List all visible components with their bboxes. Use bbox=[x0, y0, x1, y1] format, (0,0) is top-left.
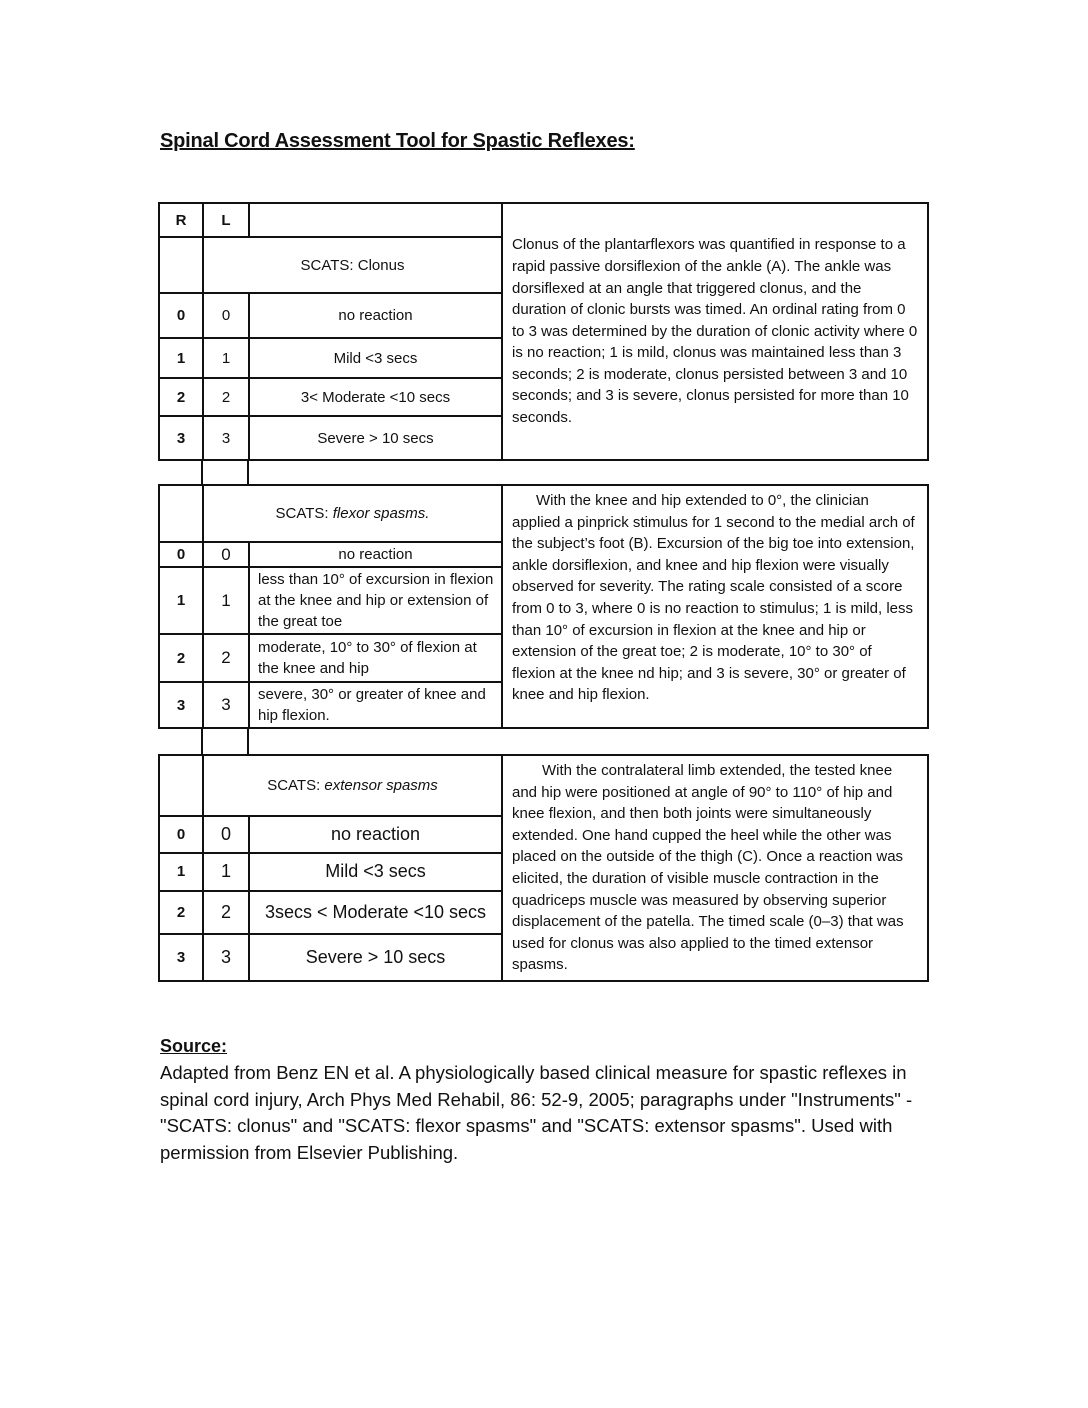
extensor-description bbox=[502, 755, 928, 981]
clonus-score-r: 3 bbox=[159, 416, 203, 460]
flexor-score-r: 0 bbox=[159, 542, 203, 567]
flexor-description-text: With the knee and hip extended to 0°, the clinician applied a pinprick stimulus for 1 second to the medial arch of the subject’s foot (B). Excursion of the big toe into extension, ankle dorsiflexion, and knee and hip flexion were visually observed for severity. The rating scale consisted of a score from 0 to 3, where 0 is no reaction to stimulus; 1 is mild, less than 10° of excursion in flexion at the knee and hip or extension of the great toe; 2 is moderate, 10° to 30° of flexion at the knee nd hip; and 3 is severe, 30° or greater of knee and hip flexion. bbox=[512, 492, 915, 704]
flexor-score-r: 3 bbox=[159, 682, 203, 728]
flexor-score-l: 3 bbox=[203, 682, 249, 728]
column-connector bbox=[201, 729, 249, 755]
source-text: Adapted from Benz EN et al. A physiologically based clinical measure for spastic reflexes in spinal cord injury, Arch Phys Med Rehabil, 86: 52-9, 2005; paragraphs under "Instruments" - "SCATS: clonus" and "SCATS: flexor spasms" and "SCATS: extensor spasms". Used with permission from Elsevier Publishing. bbox=[160, 1062, 913, 1163]
clonus-title-r-blank bbox=[159, 237, 203, 293]
extensor-label: Mild <3 secs bbox=[249, 853, 502, 891]
extensor-score-r: 3 bbox=[159, 934, 203, 981]
extensor-label: 3secs < Moderate <10 secs bbox=[249, 891, 502, 933]
clonus-score-l: 0 bbox=[203, 293, 249, 338]
extensor-title-italic: extensor spasms bbox=[324, 776, 438, 794]
header-l: L bbox=[203, 203, 249, 237]
clonus-score-l: 3 bbox=[203, 416, 249, 460]
extensor-title bbox=[203, 755, 502, 816]
clonus-description bbox=[502, 203, 928, 460]
extensor-score-l: 3 bbox=[203, 934, 249, 981]
flexor-label: moderate, 10° to 30° of flexion at the knee and hip bbox=[249, 634, 502, 682]
extensor-score-r: 2 bbox=[159, 891, 203, 933]
flexor-label: less than 10° of excursion in flexion at the knee and hip or extension of the great toe bbox=[249, 567, 502, 634]
clonus-description-text: Clonus of the plantarflexors was quantified in response to a rapid passive dorsiflexion of the ankle (A). The ankle was dorsiflexed at an angle that triggered clonus, and the duration of clonic bursts was timed. An ordinal rating from 0 to 3 was determined by the duration of clonic activity where 0 is no reaction; 1 is mild, clonus was maintained less than 3 seconds; 2 is moderate, clonus persisted between 3 and 10 seconds; and 3 is severe, clonus persisted for more than 10 seconds. bbox=[512, 236, 918, 427]
flexor-score-r: 1 bbox=[159, 567, 203, 634]
extensor-label: no reaction bbox=[249, 816, 502, 853]
clonus-label: 3< Moderate <10 secs bbox=[249, 378, 502, 416]
extensor-table bbox=[158, 754, 929, 982]
flexor-title-r-blank bbox=[159, 485, 203, 542]
flexor-description bbox=[502, 485, 928, 728]
flexor-score-l: 0 bbox=[203, 542, 249, 567]
extensor-score-l: 0 bbox=[203, 816, 249, 853]
flexor-title bbox=[203, 485, 502, 542]
document-title: Spinal Cord Assessment Tool for Spastic Reflexes: bbox=[160, 130, 635, 152]
flexor-label: no reaction bbox=[249, 542, 502, 567]
header-r: R bbox=[159, 203, 203, 237]
flexor-title-prefix: SCATS: bbox=[275, 505, 333, 522]
clonus-score-r: 1 bbox=[159, 338, 203, 378]
clonus-score-l: 1 bbox=[203, 338, 249, 378]
extensor-score-l: 2 bbox=[203, 891, 249, 933]
flexor-table bbox=[158, 484, 929, 729]
clonus-score-r: 0 bbox=[159, 293, 203, 338]
clonus-label: Mild <3 secs bbox=[249, 338, 502, 378]
extensor-title-prefix: SCATS: bbox=[267, 776, 325, 794]
clonus-title: SCATS: Clonus bbox=[203, 237, 502, 293]
header-blank bbox=[249, 203, 502, 237]
flexor-title-italic: flexor spasms. bbox=[332, 505, 430, 522]
extensor-score-r: 1 bbox=[159, 853, 203, 891]
clonus-label: no reaction bbox=[249, 293, 502, 338]
column-connector bbox=[201, 460, 249, 485]
extensor-description-text: With the contralateral limb extended, the tested knee and hip were positioned at angle of 90° to 110° of hip and knee flexion, and then both joints were simultaneously extended. One hand cupped the heel while the other was placed on the outside of the thigh (C). Once a reaction was elicited, the duration of visible muscle contraction in the quadriceps muscle was measured by observing superior displacement of the patella. The timed scale (0–3) that was used for clonus was also applied to the timed extensor spasms. bbox=[512, 762, 904, 974]
clonus-table bbox=[158, 202, 929, 461]
extensor-label: Severe > 10 secs bbox=[249, 934, 502, 981]
extensor-score-l: 1 bbox=[203, 853, 249, 891]
flexor-score-l: 1 bbox=[203, 567, 249, 634]
clonus-label: Severe > 10 secs bbox=[249, 416, 502, 460]
extensor-score-r: 0 bbox=[159, 816, 203, 853]
flexor-score-l: 2 bbox=[203, 634, 249, 682]
clonus-score-r: 2 bbox=[159, 378, 203, 416]
flexor-score-r: 2 bbox=[159, 634, 203, 682]
extensor-title-r-blank bbox=[159, 755, 203, 816]
flexor-label: severe, 30° or greater of knee and hip flexion. bbox=[249, 682, 502, 728]
clonus-score-l: 2 bbox=[203, 378, 249, 416]
source-heading: Source: bbox=[160, 1036, 228, 1056]
